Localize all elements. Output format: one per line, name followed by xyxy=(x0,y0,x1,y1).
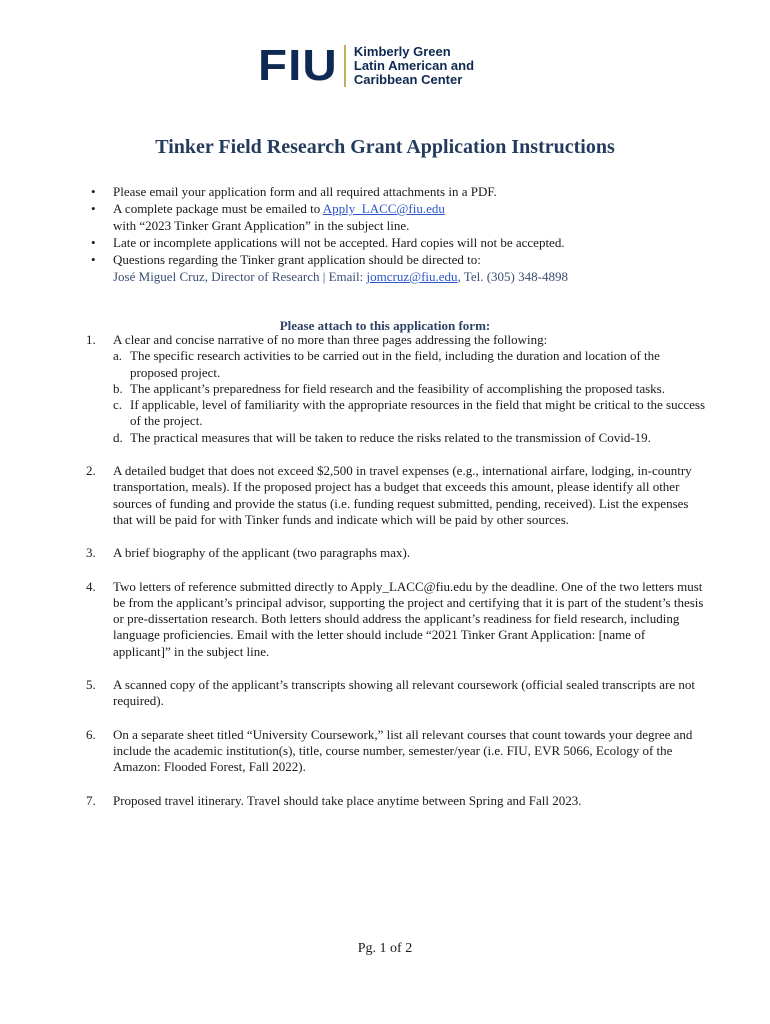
list-item xyxy=(86,677,706,710)
logo-line-3: Caribbean Center xyxy=(353,72,463,87)
bullet-text: Questions regarding the Tinker grant application should be directed to: xyxy=(113,252,481,267)
bullet-item xyxy=(86,200,706,234)
instruction-bullets xyxy=(86,183,706,285)
item-text: A scanned copy of the applicant’s transcripts showing all relevant coursework (official sealed transcripts are not required). xyxy=(113,677,696,709)
contact-phone: , Tel. (305) 348-4898 xyxy=(457,269,568,284)
item-text: A brief biography of the applicant (two paragraphs max). xyxy=(113,545,411,561)
item-number: 1. xyxy=(86,332,96,347)
item-number: 7. xyxy=(86,792,96,808)
contact-name: José Miguel Cruz, Director of Research | Email: xyxy=(113,269,367,284)
item-number: 2. xyxy=(86,463,96,479)
item-number: 6. xyxy=(86,726,96,742)
logo-wordmark: FIU xyxy=(258,41,338,90)
list-item xyxy=(86,727,706,776)
logo-center-name xyxy=(354,45,474,87)
bullet-item xyxy=(86,251,706,285)
item-text: On a separate sheet titled “University Coursework,” list all relevant courses that count towards your degree and include the academic institution(s), title, course number, semester/year (i.e. FIU, EVR 5066, Ecology of the Amazon: Flooded Forest, Fall 2022). xyxy=(113,726,693,775)
sub-item xyxy=(113,430,706,446)
page-number: Pg. 1 of 2 xyxy=(357,941,413,956)
bullet-text: Please email your application form and all required attachments in a PDF. xyxy=(113,184,497,199)
bullet-item xyxy=(86,234,706,251)
bullet-item xyxy=(86,183,706,200)
sub-item xyxy=(113,381,706,397)
list-item xyxy=(86,332,706,446)
item-text: Proposed travel itinerary. Travel should take place anytime between Spring and Fall 2023. xyxy=(113,792,582,808)
list-item xyxy=(86,579,706,660)
list-item xyxy=(86,545,706,561)
attachment-list xyxy=(86,332,706,809)
bullet-icon: • xyxy=(91,235,96,250)
sub-item xyxy=(113,348,706,381)
attach-heading: Please attach to this application form: xyxy=(279,318,491,333)
sub-item-text: The specific research activities to be carried out in the field, including the duration and location of the proposed project. xyxy=(130,348,660,380)
sub-item-letter: a. xyxy=(113,348,123,364)
sub-item-letter: c. xyxy=(113,397,123,413)
contact-info xyxy=(113,269,568,284)
sub-item-text: The applicant’s preparedness for field research and the feasibility of accomplishing the proposed tasks. xyxy=(130,380,665,396)
contact-email-link[interactable]: jomcruz@fiu.edu xyxy=(366,269,458,284)
list-item xyxy=(86,463,706,528)
bullet-text: A complete package must be emailed to xyxy=(113,201,323,216)
bullet-icon: • xyxy=(91,184,96,199)
sub-item-letter: d. xyxy=(113,429,123,445)
item-number: 3. xyxy=(86,545,96,561)
logo-divider xyxy=(344,45,346,87)
bullet-text-continued: with “2023 Tinker Grant Application” in the subject line. xyxy=(113,218,410,233)
item-text: A clear and concise narrative of no more than three pages addressing the following: xyxy=(113,332,548,347)
item-number: 5. xyxy=(86,677,96,693)
item-text: Two letters of reference submitted directly to Apply_LACC@fiu.edu by the deadline. One of the two letters must be from the applicant’s principal advisor, supporting the project and certifying that it is part of the student’s thesis or pre-dissertation research. Both letters should address the applicant’s readiness for field research, including language proficiencies. Email with the letter should include “2021 Tinker Grant Application: [name of applicant]” in the subject line. xyxy=(113,578,704,659)
list-item xyxy=(86,793,706,809)
item-number: 4. xyxy=(86,578,96,594)
sub-item-text: If applicable, level of familiarity with the appropriate resources in the field that might be critical to the success of the project. xyxy=(130,397,706,429)
sub-item-letter: b. xyxy=(113,380,123,396)
logo-line-2: Latin American and xyxy=(353,58,475,73)
item-text: A detailed budget that does not exceed $2,500 in travel expenses (e.g., international airfare, lodging, in-country transportation, meals). If the proposed project has a budget that exceeds this amount, please identify all other sources of funding and provide the status (i.e. funding request submitted, pending, received). List the expenses that will be paid for with Tinker funds and indicate which will be paid by other sources. xyxy=(113,463,692,527)
bullet-icon: • xyxy=(91,252,96,267)
logo-line-1: Kimberly Green xyxy=(353,44,451,59)
sub-item-text: The practical measures that will be taken to reduce the risks related to the transmission of Covid-19. xyxy=(130,429,651,445)
page-title: Tinker Field Research Grant Application Instructions xyxy=(155,136,615,158)
fiu-lacc-logo xyxy=(258,41,475,90)
bullet-text: Late or incomplete applications will not be accepted. Hard copies will not be accepted. xyxy=(113,235,565,250)
sub-item xyxy=(113,397,706,430)
apply-email-link[interactable]: Apply_LACC@fiu.edu xyxy=(322,201,445,216)
bullet-icon: • xyxy=(91,201,96,216)
